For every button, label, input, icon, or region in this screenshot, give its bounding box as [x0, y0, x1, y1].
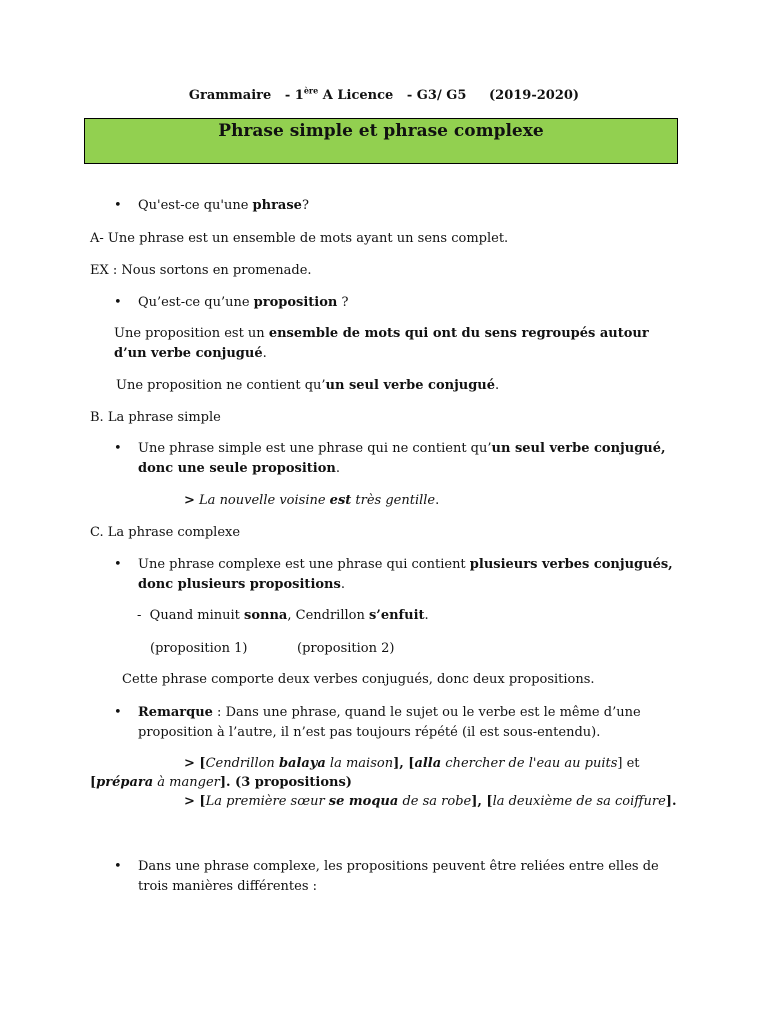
definition-phrase: A- Une phrase est un ensemble de mots ayant un sens complet. [90, 231, 509, 246]
header-level: - 1ère A Licence [284, 85, 394, 103]
page-title: Phrase simple et phrase complexe [218, 121, 544, 141]
proposition-1-label: (proposition 1) [150, 641, 248, 656]
simple-example: > La nouvelle voisine est très gentille. [184, 493, 440, 508]
example-soeur: > [La première sœur se moqua de sa robe], [la deuxième de sa coiffure]. [184, 794, 677, 809]
relation-methods: • Dans une phrase complexe, les propositions peuvent être reliées entre elles de trois manières différentes : [138, 857, 668, 897]
complex-definition: • Une phrase complexe est une phrase qui contient plusieurs verbes conjugués, donc plusieurs propositions. [138, 555, 683, 595]
definition-proposition: Une proposition est un ensemble de mots qui ont du sens regroupés autour d’un verbe conjugué. [114, 326, 649, 361]
title-box [84, 118, 678, 164]
complex-note: Cette phrase comporte deux verbes conjugués, donc deux propositions. [122, 672, 595, 687]
complex-example: - Quand minuit sonna, Cendrillon s’enfuit. [137, 608, 429, 623]
question-phrase: • Qu'est-ce qu'une phrase? [138, 196, 309, 216]
example-promenade: EX : Nous sortons en promenade. [90, 263, 312, 278]
header-years: (2019-2020) [489, 88, 580, 103]
section-b-heading: B. La phrase simple [90, 410, 221, 425]
header-groups: - G3/ G5 [406, 88, 467, 103]
proposition-2-label: (proposition 2) [297, 641, 395, 656]
document-header [0, 86, 768, 106]
example-cendrillon-line1: > [Cendrillon balaya la maison], [alla chercher de l'eau au puits] et [184, 756, 640, 771]
example-cendrillon-line2: [prépara à manger]. (3 propositions) [90, 775, 352, 790]
remarque: • Remarque : Dans une phrase, quand le sujet ou le verbe est le même d’une proposition à l’autre, il n’est pas toujours répété (il est sous-entendu). [138, 703, 648, 743]
proposition-one-verb: Une proposition ne contient qu’un seul verbe conjugué. [116, 378, 500, 393]
question-proposition: • Qu’est-ce qu’une proposition ? [138, 293, 348, 313]
simple-definition: • Une phrase simple est une phrase qui ne contient qu’un seul verbe conjugué, donc une seule proposition. [138, 439, 683, 479]
header-subject: Grammaire [188, 88, 272, 103]
section-c-heading: C. La phrase complexe [90, 525, 241, 540]
